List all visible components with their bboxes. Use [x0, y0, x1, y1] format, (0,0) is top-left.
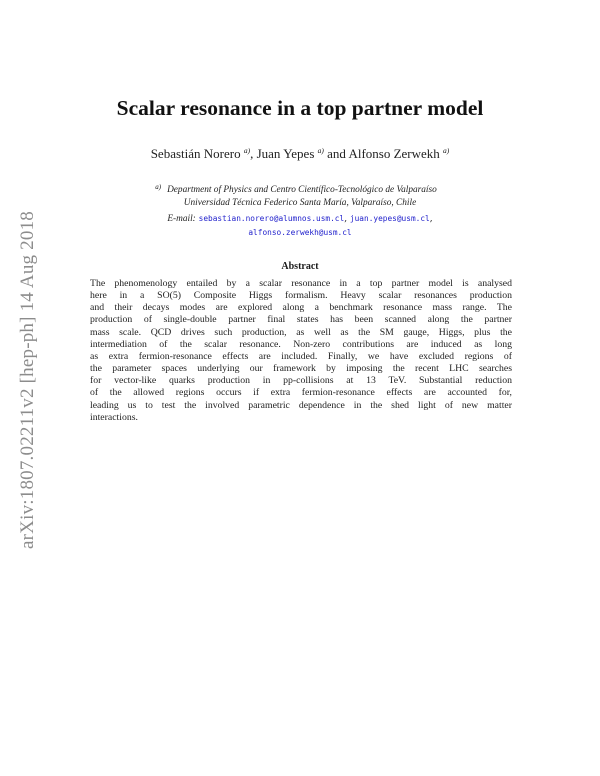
abstract-line: The phenomenology entailed by a scalar resonance in a top partner model is analysed	[90, 278, 512, 289]
author-zerwekh: Alfonso Zerwekh	[348, 146, 440, 161]
abstract-line: leading us to test the involved parametric dependence in the shed light of new matter	[90, 399, 512, 411]
arxiv-identifier: arXiv:1807.02211v2 [hep-ph] 14 Aug 2018	[17, 211, 39, 549]
affiliation-line-2: Universidad Técnica Federico Santa María, Valparaíso, Chile	[183, 198, 417, 208]
author-yepes: Juan Yepes	[256, 146, 315, 161]
affiliation-mark: a)	[317, 146, 324, 155]
arxiv-stamp	[16, 200, 40, 560]
affiliation-mark: a)	[155, 183, 162, 191]
abstract-line: interactions.	[90, 411, 138, 423]
affiliation	[0, 181, 600, 210]
abstract-line: mass scale. QCD drives such production, as well as the SM gauge, Higgs, plus the	[90, 326, 512, 338]
email-block: E-mail: sebastian.norero@alumnos.usm.cl, juan.yepes@usm.cl, alfonso.zerwekh@usm.cl	[167, 214, 433, 237]
paper-title: Scalar resonance in a top partner model	[116, 96, 484, 120]
author-list: Sebastián Norero $^{a)}$, Juan Yepes $^{a)}$ and Alfonso Zerwekh $^{a)}$	[150, 146, 450, 161]
abstract-line: of the allowed regions occurs if extra fermion-resonance effects are accounted for,	[90, 387, 512, 399]
abstract-line: and their decays modes are explored along a benchmark resonance mass range. The	[90, 302, 512, 314]
email-link[interactable]: alfonso.zerwekh@usm.cl	[248, 228, 352, 237]
email-link[interactable]: sebastian.norero@alumnos.usm.cl	[198, 214, 345, 223]
abstract-line: intermediation of the scalar resonance. Non-zero contributions are induced as long	[90, 338, 512, 350]
abstract-line: as extra fermion-resonance effects are included. Finally, we have excluded regions of	[90, 350, 512, 362]
email-label: E-mail:	[167, 214, 196, 224]
author-norero: Sebastián Norero	[150, 146, 241, 161]
abstract-text	[90, 278, 512, 424]
affiliation-mark: a)	[443, 146, 450, 155]
abstract-line: the parameter spaces underlying our framework by imposing the recent LHC searches	[90, 363, 512, 375]
abstract-line: production of single-double partner final states has been scanned along the partner	[90, 314, 512, 326]
abstract-line: for vector-like quarks production in pp-collisions at 13 TeV. Substantial reduction	[90, 375, 512, 387]
affiliation-mark: a)	[243, 146, 251, 155]
abstract-heading: Abstract	[281, 261, 319, 272]
abstract-line: here in a SO(5) Composite Higgs formalism. Heavy scalar resonances production	[90, 290, 512, 302]
email-link[interactable]: juan.yepes@usm.cl	[349, 214, 430, 223]
affiliation-line-1: Department of Physics and Centro Científico-Tecnológico de Valparaíso	[167, 185, 437, 195]
